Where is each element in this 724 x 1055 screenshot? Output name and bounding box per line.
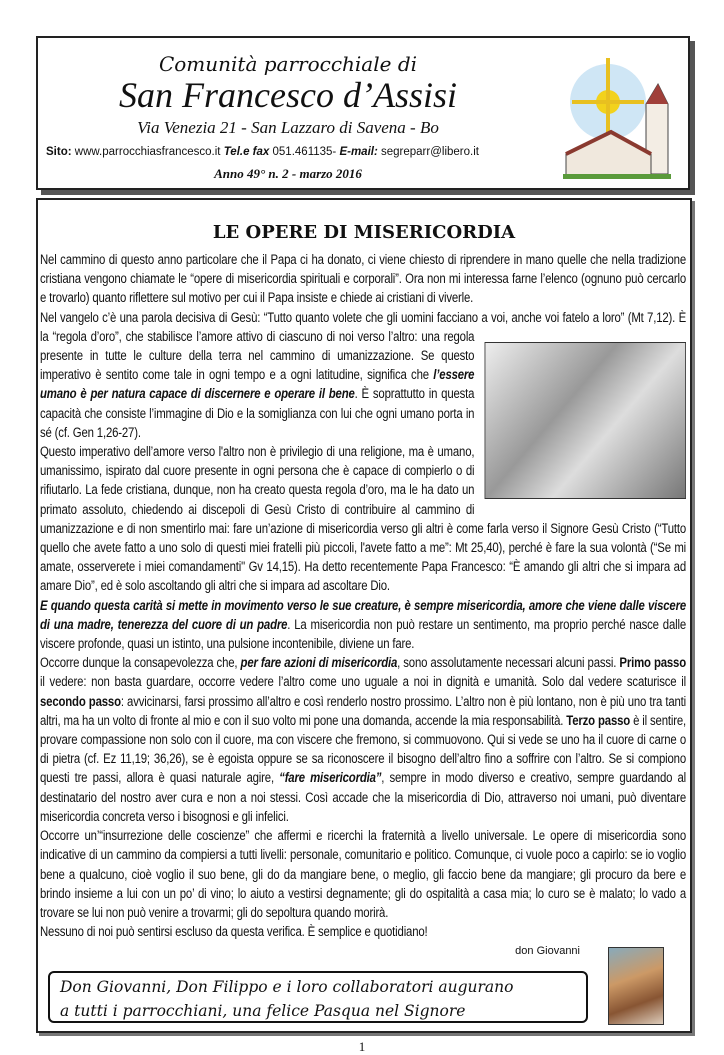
tel-label: Tel.e fax [223,146,270,158]
text-run: , sono assolutamente necessari alcuni passi. [397,655,620,671]
greeting-line-1: Don Giovanni, Don Filippo e i loro collaboratori augurano [60,978,514,996]
email-label: E-mail: [339,146,378,158]
text-run: il vedere: non basta guardare, occorre vedere l’altro come uno uguale a noi in dignità e umanità. Solo dal vedere scaturisce il [40,674,686,690]
emphasis-run: Primo passo [619,655,686,671]
resurrection-engraving-image [485,342,686,499]
article-paragraph [40,250,686,308]
article-frame [36,198,692,1033]
text-run: Occorre dunque la consapevolezza che, [40,655,241,671]
contacts [46,146,479,158]
issue-info: Anno 49° n. 2 - marzo 2016 [214,166,362,181]
text-run: Nel vangelo c’è una parola decisiva di Gesù: “Tutto quanto volete che gli uomini facciano a voi, anche voi fatelo a loro” (Mt 7,12). È la “regola d’oro”, che stabilisce l’amore attivo di ciascuno di noi verso l’altro: una regola presente in tutte le culture della terra nel cammino di umanizzazione. Se questo imperativo è sentito come tale in ogni tempo e a ogni latitudine, significa che [40,309,686,383]
signature: don Giovanni [515,945,580,957]
tel-number: 051.461135- [272,146,337,158]
text-run: Occorre un’“insurrezione delle coscienze” che affermi e ricerchi la fraternità a livello universale. Le opere di misericordia sono indicative di un cammino da compiersi a tutti livelli: personale, comunitario e politico. Comunque, ci vuole poco a capirlo: se io voglio bene a qualcuno, cioè voglio il suo bene, gli do da mangiare bene, o meglio, gli faccio bene da mangiare; gli procuro da bere e brindo insieme a lui con un po’ di vino; lo aiuto a vestirsi degnamente; gli do ospitalità a casa mia; lo curo se è malato; lo vado a trovare se lui non può venire a trovarmi; gli do sepoltura quando morirà. [40,828,686,920]
masthead-subtitle: Comunità parrocchiale di [158,52,418,76]
text-run: è il sentire, provare compassione non solo con il cuore, ma con viscere che fremono, si commuovono. Qui si vede se uno ha il cuore di carne o di pietra (cf. Ez 11,19; 36,26), se è egoista oppure se sa riconoscere il bisogno dell’altro fino a soffrire con l’altro. Se si compiono questi tre passi, allora è quasi naturale agire, [40,712,687,786]
masthead [36,36,690,190]
jesus-painting-image [608,947,664,1025]
church-logo-icon [558,54,676,184]
article-paragraph [40,922,686,941]
greeting-line-2: a tutti i parrocchiani, una felice Pasqua nel Signore [60,1002,466,1020]
email-link[interactable]: segreparr@libero.it [381,146,479,158]
text-run: . È soprattutto in questa capacità che consiste l’immagine di Dio e la somiglianza con lui che ogni umano porta in sé (cf. Gen 1,26-27). [40,386,475,440]
article-paragraph [40,826,686,922]
emphasis-run: Terzo passo [566,712,631,728]
emphasis-run: “fare misericordia” [279,770,382,786]
emphasis-run: per fare azioni di misericordia [240,655,398,671]
text-run: , sempre in modo diverso e creativo, sempre guardando al destinatario del nostro aver cura e non a noi stessi. Così accade che la misericordia di Dio, attraverso noi umani, può diventare misericordia concreta verso i bisognosi e gli infelici. [40,770,687,824]
text-run: Questo imperativo dell’amore verso l'altro non è privilegio di una religione, ma è umano, umanissimo, ispirato dal cuore presente in ogni persona che è capace di compierlo o di rifiutarlo. La fede cristiana, dunque, non ha creato questa regola d’oro, ma le ha dato un primato assoluto, chiedendo ai discepoli di Gesù Cristo di contribuire al cammino di umanizzazione e di non smentirlo mai: fare un’azione di misericordia verso gli altri è come farla verso il Signore Gesù Cristo (“Tutto quello che avete fatto a uno solo di questi miei fratelli più piccoli, l'avete fatto a me”: Mt 25,40), perché è fare la sua volontà (“Se mi amate, osserverete i miei comandamenti" Gv 14,15). Ha detto recentemente Papa Francesco: “È amando gli altri che si impara ad amare Dio”, ed è solo ascoltando gli altri che si impara ad ascoltare Dio. [40,444,686,594]
address: Via Venezia 21 - San Lazzaro di Savena - Bo [137,118,439,137]
emphasis-run: secondo passo [40,693,121,709]
site-label: Sito: [46,146,72,158]
article-paragraph [40,653,686,826]
site-link[interactable]: www.parrocchiasfrancesco.it [74,146,221,158]
text-run: : avvicinarsi, farsi prossimo all’altro e così renderlo nostro prossimo. L’altro non è più lontano, non è più uno tra tanti altri, ma ha un volto di fronte al mio e con il suo volto mi pone una domanda, accende la mia responsabilità. [40,693,686,728]
article-paragraph [40,596,686,654]
article-title: LE OPERE DI MISERICORDIA [212,222,516,243]
emphasis-run: l’essere umano è per natura capace di discernere e operare il bene [40,367,475,402]
article-body [40,250,686,941]
easter-greeting-box [48,971,588,1023]
text-run: Nel cammino di questo anno particolare che il Papa ci ha donato, ci viene chiesto di riprendere in mano quelle che nella tradizione cristiana vengono chiamate le “opere di misericordia spirituali e corporali”. Ora non mi interessa farne l’elenco (ognuno può cercarlo e trovarlo) quanto riflettere sul motivo per cui il Papa insiste e chiede ai cristiani di viverle. [40,252,686,306]
text-run: . La misericordia non può restare un sentimento, ma proprio perché nasce dalle viscere profonde, quasi un istinto, una pulsione incontenibile, diviene un fare. [40,616,686,652]
masthead-title: San Francesco d’Assisi [119,75,457,115]
page-number: 1 [358,1039,366,1054]
emphasis-run: E quando questa carità si mette in movimento verso le sue creature, è sempre misericordia, amore che viene dalle viscere di una madre, tenerezza del cuore di un padre [40,597,686,632]
text-run: Nessuno di noi può sentirsi escluso da questa verifica. È semplice e quotidiano! [40,924,428,940]
